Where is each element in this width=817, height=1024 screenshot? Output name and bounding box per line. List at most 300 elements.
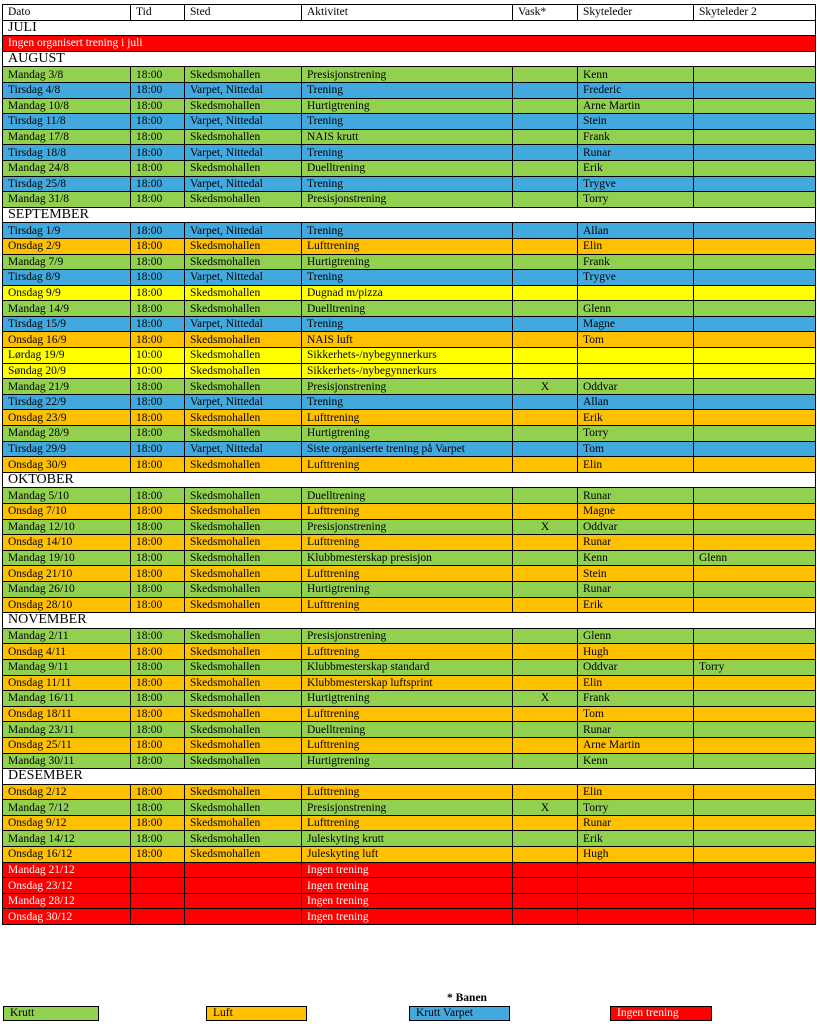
date-cell: Mandag 21/12 bbox=[3, 862, 131, 878]
leader2-cell bbox=[694, 301, 816, 317]
leader-cell bbox=[578, 893, 694, 909]
activity-cell: Dugnad m/pizza bbox=[302, 285, 513, 301]
leader2-cell bbox=[694, 753, 816, 769]
date-cell: Mandag 21/9 bbox=[3, 379, 131, 395]
leader-cell: Hugh bbox=[578, 644, 694, 660]
leader2-cell bbox=[694, 644, 816, 660]
table-row bbox=[3, 644, 816, 660]
time-cell: 18:00 bbox=[131, 691, 185, 707]
leader-cell: Runar bbox=[578, 722, 694, 738]
table-row bbox=[3, 847, 816, 863]
table-row bbox=[3, 160, 816, 176]
leader2-cell bbox=[694, 410, 816, 426]
time-cell bbox=[131, 878, 185, 894]
leader2-cell bbox=[694, 223, 816, 239]
leader2-cell bbox=[694, 98, 816, 114]
month-title: AUGUST bbox=[3, 51, 816, 67]
location-cell: Skedsmohallen bbox=[185, 706, 302, 722]
location-cell: Skedsmohallen bbox=[185, 348, 302, 364]
leader2-cell bbox=[694, 192, 816, 208]
legend-label: Krutt bbox=[10, 1007, 35, 1019]
date-cell: Mandag 7/12 bbox=[3, 800, 131, 816]
wash-cell bbox=[513, 129, 578, 145]
date-cell: Onsdag 16/9 bbox=[3, 332, 131, 348]
wash-cell bbox=[513, 394, 578, 410]
leader-cell bbox=[578, 348, 694, 364]
leader-cell: Glenn bbox=[578, 301, 694, 317]
leader2-cell bbox=[694, 815, 816, 831]
leader-cell: Tom bbox=[578, 706, 694, 722]
leader-cell: Frank bbox=[578, 254, 694, 270]
month-title: NOVEMBER bbox=[3, 613, 816, 629]
location-cell: Skedsmohallen bbox=[185, 504, 302, 520]
table-row bbox=[3, 82, 816, 98]
location-cell: Skedsmohallen bbox=[185, 644, 302, 660]
month-title: DESEMBER bbox=[3, 769, 816, 785]
activity-cell: Hurtigtrening bbox=[302, 581, 513, 597]
table-row bbox=[3, 270, 816, 286]
leader2-cell bbox=[694, 238, 816, 254]
month-header bbox=[3, 472, 816, 488]
location-cell: Skedsmohallen bbox=[185, 129, 302, 145]
date-cell: Mandag 10/8 bbox=[3, 98, 131, 114]
date-cell: Onsdag 23/12 bbox=[3, 878, 131, 894]
date-cell: Onsdag 30/12 bbox=[3, 909, 131, 925]
time-cell: 18:00 bbox=[131, 488, 185, 504]
time-cell: 10:00 bbox=[131, 348, 185, 364]
leader2-cell bbox=[694, 426, 816, 442]
leader2-cell bbox=[694, 831, 816, 847]
leader2-cell bbox=[694, 114, 816, 130]
leader-cell: Elin bbox=[578, 784, 694, 800]
activity-cell: Juleskyting luft bbox=[302, 847, 513, 863]
activity-cell: Hurtigtrening bbox=[302, 426, 513, 442]
table-row bbox=[3, 223, 816, 239]
header-cell: Sted bbox=[185, 5, 302, 21]
leader-cell: Erik bbox=[578, 831, 694, 847]
wash-cell bbox=[513, 192, 578, 208]
date-cell: Onsdag 4/11 bbox=[3, 644, 131, 660]
leader2-cell bbox=[694, 862, 816, 878]
time-cell: 18:00 bbox=[131, 504, 185, 520]
date-cell: Mandag 28/12 bbox=[3, 893, 131, 909]
leader2-cell bbox=[694, 878, 816, 894]
legend-label: Ingen trening bbox=[617, 1007, 679, 1019]
time-cell: 18:00 bbox=[131, 550, 185, 566]
activity-cell: Lufttrening bbox=[302, 706, 513, 722]
table-row bbox=[3, 332, 816, 348]
leader-cell: Runar bbox=[578, 581, 694, 597]
note-row bbox=[3, 36, 816, 52]
leader2-cell bbox=[694, 581, 816, 597]
header-row bbox=[3, 5, 816, 21]
table-row bbox=[3, 441, 816, 457]
location-cell: Skedsmohallen bbox=[185, 847, 302, 863]
date-cell: Mandag 12/10 bbox=[3, 519, 131, 535]
leader-cell: Oddvar bbox=[578, 659, 694, 675]
activity-cell: Ingen trening bbox=[302, 862, 513, 878]
time-cell: 18:00 bbox=[131, 644, 185, 660]
time-cell: 18:00 bbox=[131, 129, 185, 145]
leader-cell: Tom bbox=[578, 441, 694, 457]
leader-cell: Frank bbox=[578, 129, 694, 145]
location-cell: Skedsmohallen bbox=[185, 426, 302, 442]
wash-cell bbox=[513, 270, 578, 286]
leader-cell: Torry bbox=[578, 800, 694, 816]
table-row bbox=[3, 410, 816, 426]
month-title: OKTOBER bbox=[3, 472, 816, 488]
legend-label: Luft bbox=[213, 1007, 233, 1019]
leader-cell: Trygve bbox=[578, 176, 694, 192]
location-cell: Skedsmohallen bbox=[185, 160, 302, 176]
table-row bbox=[3, 238, 816, 254]
date-cell: Mandag 3/8 bbox=[3, 67, 131, 83]
location-cell bbox=[185, 893, 302, 909]
activity-cell: Presisjonstrening bbox=[302, 67, 513, 83]
leader2-cell bbox=[694, 441, 816, 457]
wash-cell: X bbox=[513, 800, 578, 816]
location-cell bbox=[185, 909, 302, 925]
date-cell: Mandag 24/8 bbox=[3, 160, 131, 176]
location-cell: Varpet, Nittedal bbox=[185, 394, 302, 410]
wash-cell bbox=[513, 878, 578, 894]
time-cell: 18:00 bbox=[131, 114, 185, 130]
time-cell: 18:00 bbox=[131, 67, 185, 83]
activity-cell: Duelltrening bbox=[302, 301, 513, 317]
leader2-cell bbox=[694, 691, 816, 707]
date-cell: Mandag 31/8 bbox=[3, 192, 131, 208]
location-cell: Skedsmohallen bbox=[185, 379, 302, 395]
table-row bbox=[3, 114, 816, 130]
location-cell: Skedsmohallen bbox=[185, 753, 302, 769]
date-cell: Tirsdag 11/8 bbox=[3, 114, 131, 130]
wash-cell bbox=[513, 98, 578, 114]
location-cell: Skedsmohallen bbox=[185, 550, 302, 566]
leader-cell: Hugh bbox=[578, 847, 694, 863]
time-cell bbox=[131, 893, 185, 909]
location-cell: Varpet, Nittedal bbox=[185, 82, 302, 98]
leader2-cell bbox=[694, 722, 816, 738]
leader-cell: Arne Martin bbox=[578, 98, 694, 114]
time-cell: 18:00 bbox=[131, 223, 185, 239]
leader-cell: Frederic bbox=[578, 82, 694, 98]
time-cell: 18:00 bbox=[131, 815, 185, 831]
leader2-cell bbox=[694, 519, 816, 535]
location-cell: Skedsmohallen bbox=[185, 98, 302, 114]
table-row bbox=[3, 254, 816, 270]
activity-cell: Lufttrening bbox=[302, 457, 513, 473]
footnote: * Banen bbox=[447, 992, 487, 1004]
wash-cell bbox=[513, 550, 578, 566]
time-cell: 18:00 bbox=[131, 270, 185, 286]
leader-cell: Kenn bbox=[578, 753, 694, 769]
activity-cell: Trening bbox=[302, 223, 513, 239]
leader-cell: Kenn bbox=[578, 550, 694, 566]
activity-cell: Hurtigtrening bbox=[302, 98, 513, 114]
leader-cell: Torry bbox=[578, 426, 694, 442]
activity-cell: Trening bbox=[302, 316, 513, 332]
time-cell: 18:00 bbox=[131, 737, 185, 753]
date-cell: Onsdag 16/12 bbox=[3, 847, 131, 863]
date-cell: Onsdag 28/10 bbox=[3, 597, 131, 613]
wash-cell: X bbox=[513, 379, 578, 395]
location-cell: Skedsmohallen bbox=[185, 519, 302, 535]
leader-cell: Erik bbox=[578, 597, 694, 613]
leader-cell: Oddvar bbox=[578, 519, 694, 535]
wash-cell bbox=[513, 862, 578, 878]
activity-cell: Trening bbox=[302, 145, 513, 161]
location-cell: Skedsmohallen bbox=[185, 192, 302, 208]
activity-cell: NAIS krutt bbox=[302, 129, 513, 145]
leader2-cell bbox=[694, 332, 816, 348]
date-cell: Onsdag 14/10 bbox=[3, 535, 131, 551]
date-cell: Mandag 9/11 bbox=[3, 659, 131, 675]
time-cell: 18:00 bbox=[131, 301, 185, 317]
leader2-cell bbox=[694, 145, 816, 161]
header-cell: Skyteleder bbox=[578, 5, 694, 21]
activity-cell: Trening bbox=[302, 270, 513, 286]
table-row bbox=[3, 426, 816, 442]
schedule-body bbox=[3, 20, 816, 924]
wash-cell bbox=[513, 332, 578, 348]
wash-cell bbox=[513, 566, 578, 582]
location-cell: Varpet, Nittedal bbox=[185, 270, 302, 286]
month-title: JULI bbox=[3, 20, 816, 36]
wash-cell bbox=[513, 145, 578, 161]
table-row bbox=[3, 394, 816, 410]
time-cell: 18:00 bbox=[131, 675, 185, 691]
legend-label: Krutt Varpet bbox=[416, 1007, 473, 1019]
table-row bbox=[3, 597, 816, 613]
location-cell: Varpet, Nittedal bbox=[185, 223, 302, 239]
table-row bbox=[3, 129, 816, 145]
table-row bbox=[3, 815, 816, 831]
time-cell: 18:00 bbox=[131, 753, 185, 769]
table-row bbox=[3, 348, 816, 364]
date-cell: Tirsdag 4/8 bbox=[3, 82, 131, 98]
leader-cell: Erik bbox=[578, 410, 694, 426]
wash-cell bbox=[513, 581, 578, 597]
month-header bbox=[3, 20, 816, 36]
activity-cell: Trening bbox=[302, 114, 513, 130]
header-cell: Skyteleder 2 bbox=[694, 5, 816, 21]
wash-cell bbox=[513, 488, 578, 504]
wash-cell bbox=[513, 285, 578, 301]
wash-cell bbox=[513, 223, 578, 239]
location-cell: Skedsmohallen bbox=[185, 831, 302, 847]
table-row bbox=[3, 691, 816, 707]
activity-cell: Presisjonstrening bbox=[302, 192, 513, 208]
note-text: Ingen organisert trening i juli bbox=[3, 36, 816, 52]
table-row bbox=[3, 379, 816, 395]
wash-cell bbox=[513, 426, 578, 442]
activity-cell: Lufttrening bbox=[302, 566, 513, 582]
table-row bbox=[3, 98, 816, 114]
wash-cell bbox=[513, 909, 578, 925]
legend-item-krutt bbox=[3, 1006, 99, 1021]
table-row bbox=[3, 831, 816, 847]
location-cell: Skedsmohallen bbox=[185, 737, 302, 753]
table-row bbox=[3, 67, 816, 83]
wash-cell bbox=[513, 831, 578, 847]
date-cell: Onsdag 18/11 bbox=[3, 706, 131, 722]
leader-cell: Erik bbox=[578, 160, 694, 176]
time-cell: 18:00 bbox=[131, 379, 185, 395]
activity-cell: Hurtigtrening bbox=[302, 254, 513, 270]
time-cell: 18:00 bbox=[131, 566, 185, 582]
date-cell: Onsdag 30/9 bbox=[3, 457, 131, 473]
leader-cell: Torry bbox=[578, 192, 694, 208]
leader-cell: Frank bbox=[578, 691, 694, 707]
date-cell: Onsdag 23/9 bbox=[3, 410, 131, 426]
wash-cell bbox=[513, 753, 578, 769]
date-cell: Mandag 16/11 bbox=[3, 691, 131, 707]
leader2-cell bbox=[694, 394, 816, 410]
table-row bbox=[3, 675, 816, 691]
location-cell: Skedsmohallen bbox=[185, 254, 302, 270]
table-row bbox=[3, 363, 816, 379]
location-cell: Skedsmohallen bbox=[185, 535, 302, 551]
activity-cell: Duelltrening bbox=[302, 722, 513, 738]
activity-cell: Hurtigtrening bbox=[302, 691, 513, 707]
leader2-cell bbox=[694, 628, 816, 644]
leader2-cell bbox=[694, 597, 816, 613]
wash-cell bbox=[513, 301, 578, 317]
time-cell: 18:00 bbox=[131, 457, 185, 473]
table-row bbox=[3, 176, 816, 192]
leader2-cell bbox=[694, 488, 816, 504]
location-cell: Varpet, Nittedal bbox=[185, 114, 302, 130]
leader-cell bbox=[578, 909, 694, 925]
wash-cell bbox=[513, 675, 578, 691]
activity-cell: Klubbmesterskap presisjon bbox=[302, 550, 513, 566]
leader2-cell bbox=[694, 706, 816, 722]
location-cell: Skedsmohallen bbox=[185, 581, 302, 597]
wash-cell bbox=[513, 815, 578, 831]
month-header bbox=[3, 613, 816, 629]
location-cell: Skedsmohallen bbox=[185, 784, 302, 800]
leader2-cell bbox=[694, 893, 816, 909]
table-row bbox=[3, 753, 816, 769]
table-row bbox=[3, 535, 816, 551]
date-cell: Mandag 17/8 bbox=[3, 129, 131, 145]
activity-cell: Lufttrening bbox=[302, 504, 513, 520]
leader2-cell bbox=[694, 160, 816, 176]
time-cell: 18:00 bbox=[131, 581, 185, 597]
table-row bbox=[3, 800, 816, 816]
table-row bbox=[3, 706, 816, 722]
wash-cell bbox=[513, 441, 578, 457]
time-cell: 18:00 bbox=[131, 800, 185, 816]
leader-cell: Allan bbox=[578, 223, 694, 239]
activity-cell: Ingen trening bbox=[302, 909, 513, 925]
time-cell: 18:00 bbox=[131, 535, 185, 551]
time-cell: 18:00 bbox=[131, 597, 185, 613]
location-cell: Skedsmohallen bbox=[185, 301, 302, 317]
location-cell: Skedsmohallen bbox=[185, 659, 302, 675]
leader2-cell bbox=[694, 270, 816, 286]
activity-cell: Lufttrening bbox=[302, 737, 513, 753]
time-cell: 18:00 bbox=[131, 441, 185, 457]
location-cell: Skedsmohallen bbox=[185, 597, 302, 613]
activity-cell: Presisjonstrening bbox=[302, 628, 513, 644]
table-row bbox=[3, 722, 816, 738]
date-cell: Onsdag 11/11 bbox=[3, 675, 131, 691]
table-row bbox=[3, 566, 816, 582]
location-cell: Skedsmohallen bbox=[185, 67, 302, 83]
date-cell: Mandag 26/10 bbox=[3, 581, 131, 597]
date-cell: Mandag 14/12 bbox=[3, 831, 131, 847]
location-cell: Skedsmohallen bbox=[185, 722, 302, 738]
table-row bbox=[3, 878, 816, 894]
leader2-cell bbox=[694, 254, 816, 270]
location-cell: Skedsmohallen bbox=[185, 566, 302, 582]
wash-cell bbox=[513, 847, 578, 863]
wash-cell bbox=[513, 176, 578, 192]
date-cell: Mandag 30/11 bbox=[3, 753, 131, 769]
wash-cell bbox=[513, 363, 578, 379]
location-cell: Varpet, Nittedal bbox=[185, 145, 302, 161]
activity-cell: Hurtigtrening bbox=[302, 753, 513, 769]
leader2-cell bbox=[694, 675, 816, 691]
location-cell: Skedsmohallen bbox=[185, 800, 302, 816]
leader2-cell bbox=[694, 847, 816, 863]
activity-cell: Lufttrening bbox=[302, 238, 513, 254]
activity-cell: Trening bbox=[302, 176, 513, 192]
activity-cell: Trening bbox=[302, 394, 513, 410]
date-cell: Tirsdag 1/9 bbox=[3, 223, 131, 239]
wash-cell bbox=[513, 659, 578, 675]
time-cell: 18:00 bbox=[131, 238, 185, 254]
leader2-cell bbox=[694, 379, 816, 395]
date-cell: Tirsdag 25/8 bbox=[3, 176, 131, 192]
date-cell: Tirsdag 18/8 bbox=[3, 145, 131, 161]
date-cell: Onsdag 9/9 bbox=[3, 285, 131, 301]
time-cell: 18:00 bbox=[131, 176, 185, 192]
activity-cell: Presisjonstrening bbox=[302, 379, 513, 395]
date-cell: Tirsdag 29/9 bbox=[3, 441, 131, 457]
header-cell: Tid bbox=[131, 5, 185, 21]
time-cell: 18:00 bbox=[131, 316, 185, 332]
leader2-cell bbox=[694, 909, 816, 925]
leader-cell: Stein bbox=[578, 566, 694, 582]
activity-cell: Duelltrening bbox=[302, 160, 513, 176]
leader-cell: Runar bbox=[578, 535, 694, 551]
activity-cell: Trening bbox=[302, 82, 513, 98]
table-row bbox=[3, 301, 816, 317]
leader2-cell: Glenn bbox=[694, 550, 816, 566]
activity-cell: Juleskyting krutt bbox=[302, 831, 513, 847]
date-cell: Søndag 20/9 bbox=[3, 363, 131, 379]
leader2-cell bbox=[694, 737, 816, 753]
location-cell: Skedsmohallen bbox=[185, 691, 302, 707]
location-cell: Skedsmohallen bbox=[185, 363, 302, 379]
time-cell: 18:00 bbox=[131, 410, 185, 426]
wash-cell bbox=[513, 67, 578, 83]
date-cell: Mandag 5/10 bbox=[3, 488, 131, 504]
wash-cell bbox=[513, 722, 578, 738]
date-cell: Mandag 7/9 bbox=[3, 254, 131, 270]
time-cell: 18:00 bbox=[131, 426, 185, 442]
location-cell: Skedsmohallen bbox=[185, 815, 302, 831]
time-cell: 18:00 bbox=[131, 519, 185, 535]
time-cell: 18:00 bbox=[131, 192, 185, 208]
leader-cell: Stein bbox=[578, 114, 694, 130]
wash-cell bbox=[513, 348, 578, 364]
date-cell: Onsdag 7/10 bbox=[3, 504, 131, 520]
location-cell bbox=[185, 862, 302, 878]
wash-cell bbox=[513, 254, 578, 270]
